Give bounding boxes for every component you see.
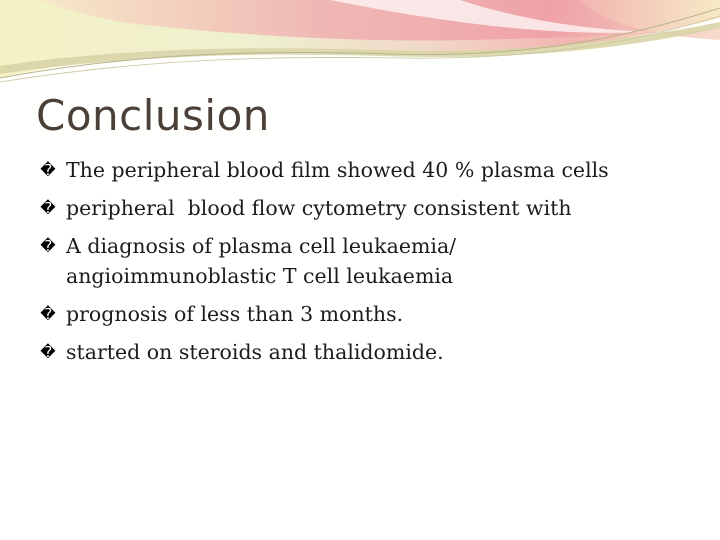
decorative-banner <box>0 0 720 90</box>
bullet-icon: � <box>40 343 56 361</box>
bullet-text: prognosis of less than 3 months. <box>66 302 404 326</box>
bullet-text: peripheral blood flow cytometry consistent with <box>66 196 572 220</box>
bullet-text: started on steroids and thalidomide. <box>66 340 444 364</box>
bullet-icon: � <box>40 161 56 179</box>
list-item <box>40 155 700 185</box>
list-item <box>40 299 700 329</box>
list-item <box>40 231 700 291</box>
bullet-icon: � <box>40 199 56 217</box>
bullet-list <box>40 155 700 375</box>
list-item <box>40 337 700 367</box>
bullet-text: The peripheral blood film showed 40 % plasma cells <box>66 158 609 182</box>
bullet-icon: � <box>40 305 56 323</box>
bullet-icon: � <box>40 237 56 255</box>
list-item <box>40 193 700 223</box>
page-title: Conclusion <box>36 91 270 140</box>
bullet-text: A diagnosis of plasma cell leukaemia/ angioimmunoblastic T cell leukaemia <box>66 234 457 288</box>
